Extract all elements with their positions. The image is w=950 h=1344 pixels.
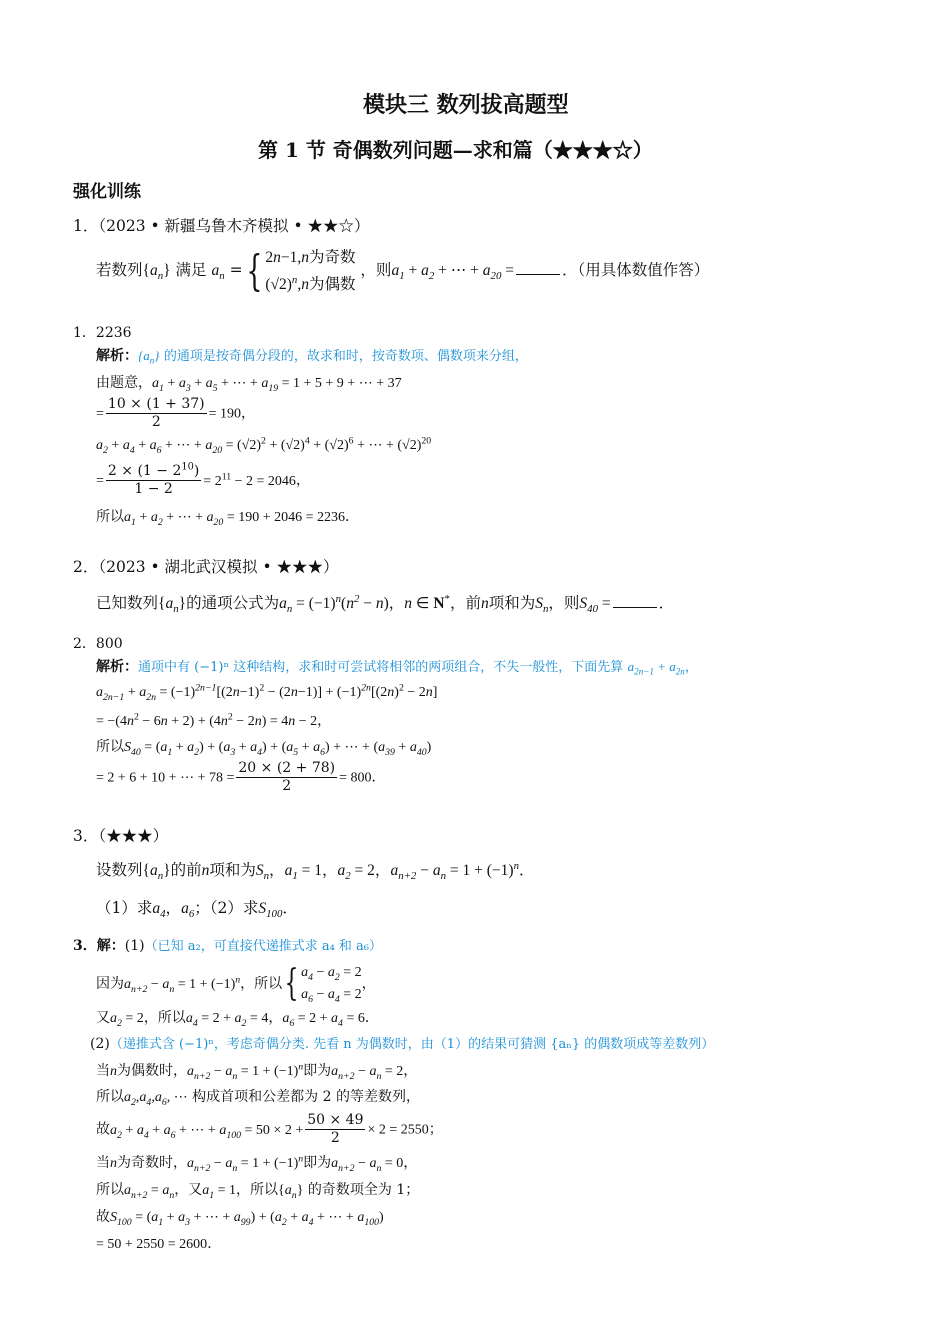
q2-answer-blank[interactable] (613, 595, 657, 608)
q2-head: 2．（2023 • 湖北武汉模拟 • ★★★） (73, 558, 339, 576)
a3-head: 3．解：(1)（已知 a₂，可直接代递推式求 a₄ 和 a₆） (73, 938, 383, 954)
q1-stem: 若数列$\{a_n\}$ 满足 $a_n$ ={ 2n−1,n为奇数 $(√2)^n,n$为偶数 ，则$a_1 + a_2$ + ⋯ + $a_{20}$ = ．（用具体数值作答） (96, 244, 709, 298)
a2-answer: 2．800 (73, 636, 123, 652)
a3-even-line: 当n为偶数时，$a_{n+2} - a_n = 1 + (-1)^n$即为$a_{n+2} - a_n = 2$， (96, 1061, 418, 1082)
a3-even-seq: 所以$a_2,a_4,a_6$, ⋯ 构成首项和公差都为 2 的等差数列， (96, 1089, 420, 1108)
q1-case-brace: { (245, 246, 262, 295)
module-title: 模块三 数列拔高题型 (363, 92, 569, 118)
q3-stem: 设数列$\{a_n\}$的前n项和为$S_n$，$a_1 = 1$，$a_2 = 2$，$a_{n+2} - a_n = 1 + (-1)^n$． (96, 859, 535, 883)
training-heading: 强化训练 (73, 182, 141, 202)
a3-even-sum: 故$a_2 + a_4 + a_6$ + ⋯ + $a_{100} = 50 \times 2$ + $\frac{50 \times 49}{2}$ × 2 = 2550； (96, 1112, 443, 1146)
q1-cases: 2n−1,n为奇数 $(√2)^n,n$为偶数 (265, 248, 356, 293)
a3-total: 故$S_{100} = (a_1 + a_3$ + ⋯ + $a_{99}) + (a_2 + a_4$ + ⋯ + $a_{100}$) (96, 1209, 384, 1228)
a1-line5: 所以$a_1 + a_2$ + ⋯ + $a_{20} = 190 + 2046 = 2236$． (96, 509, 359, 528)
a2-line2: = $-(4n^2 - 6n + 2) + (4n^2 - 2n) = 4n - 2$， (96, 711, 332, 729)
a1-line4: = $\frac{2 \times (1 - 2^{10})}{1 - 2}$ = $2^{11} - 2 = 2046$， (96, 461, 310, 497)
a3-line2: 又$a_2 = 2$，所以$a_4 = 2 + a_2 = 4$，$a_6 = 2 + a_4 = 6$． (96, 1010, 379, 1029)
a3-part2: (2)（递推式含 (−1)ⁿ，考虑奇偶分类. 先看 n 为偶数时，由（1）的结果可猜测 {aₙ} 的偶数项成等差数列） (90, 1036, 715, 1052)
q1-answer-blank[interactable] (516, 262, 560, 275)
a1-analysis: 解析：$\{a_n\}$ 的通项是按奇偶分段的，故求和时，按奇数项、偶数项来分组， (96, 348, 528, 366)
q2-stem: 已知数列$\{a_n\}$的通项公式为$a_n = (-1)^n(n^2 - n)$，n ∈ N*，前n项和为$S_n$，则$S_{40}$ = ． (96, 592, 675, 616)
a2-line4: = 2 + 6 + 10 + ⋯ + 78 = $\frac{20 \times (2 + 78)}{2}$ = 800． (96, 760, 386, 794)
a1-answer: 1．2236 (73, 325, 132, 341)
a3-odd-seq: 所以$a_{n+2} = a_n$，又$a_1 = 1$，所以$\{a_n\}$ 的奇数项全为 1； (96, 1182, 420, 1201)
a2-analysis: 解析：通项中有 (−1)ⁿ 这种结构，求和时可尝试将相邻的两项组合，不失一般性，下面先算 $a_{2n-1} + a_{2n}$， (96, 659, 698, 677)
q3-head: 3．（★★★） (73, 827, 169, 845)
q1-head: 1．（2023 • 新疆乌鲁木齐模拟 • ★★☆） (73, 217, 370, 235)
section-title: 第 1 节 奇偶数列问题—求和篇（★★★☆） (258, 138, 653, 162)
a3-line1: 因为$a_{n+2} - a_n = 1 + (-1)^n$，所以{ $a_4 - a_2 = 2$ $a_6 - a_4 = 2$ ， (96, 963, 376, 1005)
a3-odd-line: 当n为奇数时，$a_{n+2} - a_n = 1 + (-1)^n$即为$a_{n+2} - a_n = 0$， (96, 1153, 418, 1174)
a1-line3: $a_2 + a_4 + a_6$ + ⋯ + $a_{20} = (√2)^2 + (√2)^4 + (√2)^6$ + ⋯ + $(√2)^{20}$ (96, 435, 432, 456)
a2-line1: $a_{2n-1} + a_{2n} = (-1)^{2n-1}[(2n-1)^2 - (2n-1)] + (-1)^{2n}[(2n)^2 - 2n]$ (96, 682, 438, 703)
a1-line2: = $\frac{10 \times (1 + 37)}{2}$ = 190， (96, 396, 256, 430)
q3-parts: （1）求$a_4$，$a_6$；（2）求$S_{100}$． (96, 899, 298, 921)
a3-final: = 50 + 2550 = 2600． (96, 1236, 222, 1252)
a1-line1: 由题意，$a_1 + a_3 + a_5$ + ⋯ + $a_{19} = 1 + 5 + 9$ + ⋯ + 37 (96, 375, 402, 394)
a2-line3: 所以$S_{40} = (a_1 + a_2) + (a_3 + a_4) + (a_5 + a_6)$ + ⋯ + $(a_{39} + a_{40})$ (96, 739, 432, 758)
